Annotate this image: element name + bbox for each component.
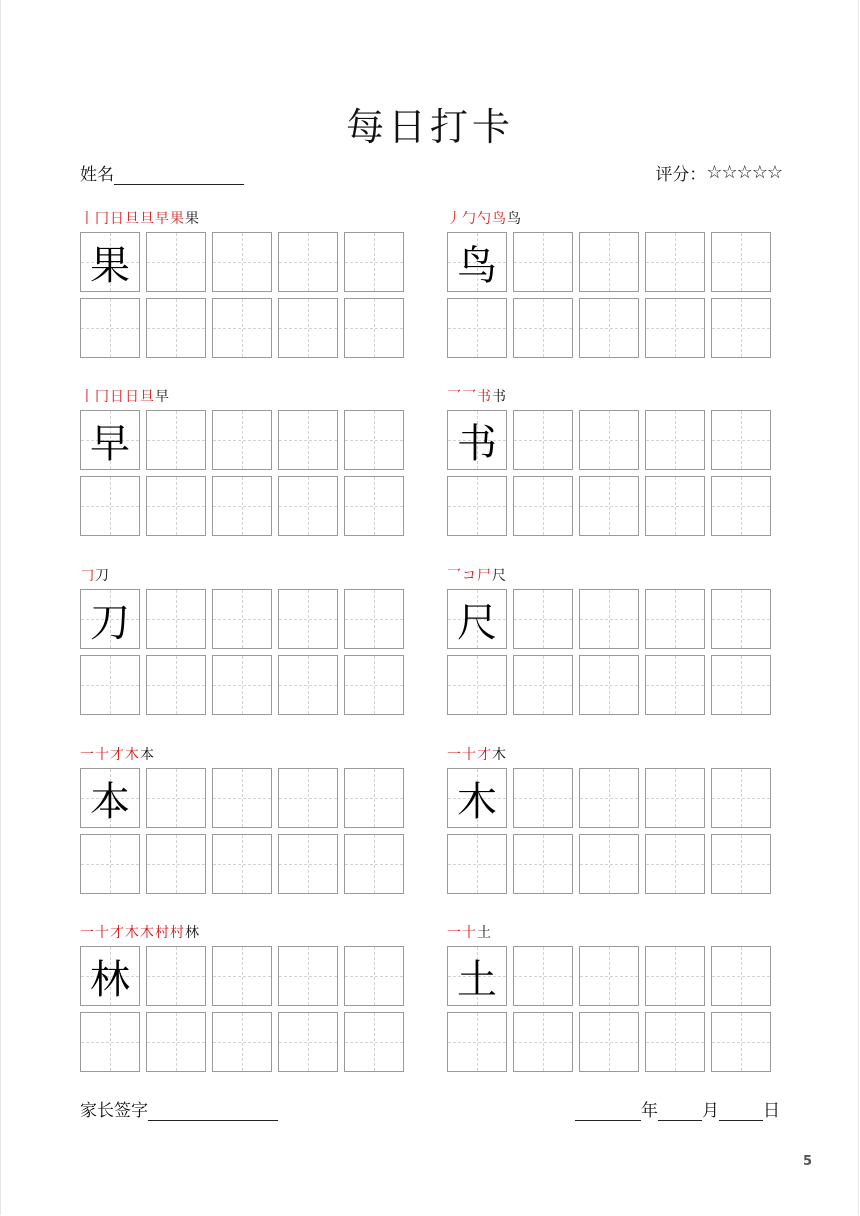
stroke-step: 村: [155, 925, 169, 941]
writing-cell[interactable]: [344, 232, 404, 292]
grid-row: [80, 589, 416, 649]
writing-cell[interactable]: [645, 1012, 705, 1072]
stroke-step: 旦: [140, 211, 154, 227]
writing-cell[interactable]: [513, 476, 573, 536]
writing-cell[interactable]: [579, 410, 639, 470]
writing-cell[interactable]: [447, 589, 507, 649]
stroke-step: 尺: [492, 568, 506, 584]
model-character: 早: [90, 420, 130, 467]
stroke-step: 一: [447, 925, 461, 941]
model-character: 果: [90, 242, 130, 289]
writing-cell[interactable]: [513, 589, 573, 649]
char-block: [80, 747, 416, 900]
writing-cell[interactable]: [80, 232, 140, 292]
writing-cell[interactable]: [278, 298, 338, 358]
writing-cell[interactable]: [645, 946, 705, 1006]
grid-row: [80, 1012, 416, 1072]
stroke-order: [80, 208, 200, 228]
model-character: 书: [457, 420, 497, 467]
writing-cell[interactable]: [80, 946, 140, 1006]
char-block: [80, 211, 416, 364]
char-block: [80, 925, 416, 1078]
stroke-step: 一: [80, 925, 94, 941]
stroke-step: 书: [477, 389, 491, 405]
stroke-step: 十: [95, 925, 109, 941]
writing-cell[interactable]: [513, 834, 573, 894]
writing-cell[interactable]: [80, 298, 140, 358]
writing-cell[interactable]: [645, 410, 705, 470]
writing-cell[interactable]: [212, 232, 272, 292]
writing-cell[interactable]: [212, 410, 272, 470]
writing-cell[interactable]: [645, 655, 705, 715]
grid-row: [80, 410, 416, 470]
writing-cell[interactable]: [146, 476, 206, 536]
writing-cell[interactable]: [344, 768, 404, 828]
char-block: [447, 389, 783, 542]
writing-cell[interactable]: [344, 476, 404, 536]
stroke-step: 十: [462, 747, 476, 763]
grid-row: [447, 476, 783, 536]
stroke-step: 果: [170, 211, 184, 227]
stroke-step: 一: [447, 747, 461, 763]
day-underline: [719, 1102, 763, 1121]
writing-cell[interactable]: [278, 232, 338, 292]
char-block: [447, 747, 783, 900]
stroke-step: 林: [185, 925, 199, 941]
writing-cell[interactable]: [212, 834, 272, 894]
writing-cell[interactable]: [344, 410, 404, 470]
writing-cell[interactable]: [579, 946, 639, 1006]
model-character: 刀: [90, 599, 130, 646]
parent-sign-label: 家长签字: [80, 1101, 148, 1121]
stroke-step: 乛: [462, 389, 476, 405]
writing-cell[interactable]: [278, 946, 338, 1006]
writing-cell[interactable]: [278, 1012, 338, 1072]
stroke-order: [80, 922, 200, 942]
writing-cell[interactable]: [513, 768, 573, 828]
writing-cell[interactable]: [146, 232, 206, 292]
stroke-step: 土: [477, 925, 491, 941]
writing-cell[interactable]: [212, 946, 272, 1006]
writing-cell[interactable]: [513, 655, 573, 715]
writing-cell[interactable]: [212, 768, 272, 828]
writing-cell[interactable]: [146, 655, 206, 715]
stroke-order: [447, 565, 507, 585]
char-block: [447, 925, 783, 1078]
stroke-step: 才: [110, 747, 124, 763]
writing-cell[interactable]: [645, 834, 705, 894]
stroke-step: 早: [155, 211, 169, 227]
grid-row: [447, 768, 783, 828]
score-field: [655, 160, 782, 185]
stroke-step: 十: [462, 925, 476, 941]
stroke-order: [447, 922, 492, 942]
writing-cell[interactable]: [146, 1012, 206, 1072]
grid-row: [447, 946, 783, 1006]
stroke-step: 丿: [447, 211, 461, 227]
writing-cell[interactable]: [645, 589, 705, 649]
stroke-step: 木: [140, 925, 154, 941]
writing-cell[interactable]: [212, 476, 272, 536]
writing-cell[interactable]: [447, 834, 507, 894]
writing-cell[interactable]: [146, 834, 206, 894]
writing-cell[interactable]: [80, 589, 140, 649]
writing-cell[interactable]: [80, 476, 140, 536]
stroke-step: 鸟: [492, 211, 506, 227]
writing-cell[interactable]: [278, 768, 338, 828]
writing-cell[interactable]: [80, 655, 140, 715]
writing-cell[interactable]: [278, 476, 338, 536]
writing-cell[interactable]: [344, 834, 404, 894]
stroke-step: 日: [110, 389, 124, 405]
grid-row: [447, 232, 783, 292]
page-title: 每日打卡: [345, 105, 514, 149]
writing-cell[interactable]: [344, 946, 404, 1006]
char-block: [80, 389, 416, 542]
writing-cell[interactable]: [711, 655, 771, 715]
writing-cell[interactable]: [711, 768, 771, 828]
model-character: 木: [457, 778, 497, 825]
writing-cell[interactable]: [447, 410, 507, 470]
parent-signature[interactable]: [80, 1096, 278, 1121]
grid-row: [447, 834, 783, 894]
model-character: 本: [90, 778, 130, 825]
writing-cell[interactable]: [146, 768, 206, 828]
writing-cell[interactable]: [80, 834, 140, 894]
stroke-step: 旦: [125, 211, 139, 227]
grid-row: [80, 946, 416, 1006]
writing-cell[interactable]: [513, 298, 573, 358]
char-block: [447, 568, 783, 721]
stroke-step: 日: [125, 389, 139, 405]
stroke-order: [447, 386, 507, 406]
stroke-step: 果: [185, 211, 199, 227]
stroke-step: 𠃌: [80, 568, 94, 584]
stroke-order: [80, 565, 110, 585]
month-label: 月: [702, 1101, 719, 1121]
stroke-step: 才: [110, 925, 124, 941]
stroke-step: 鸟: [507, 211, 521, 227]
stroke-step: 木: [125, 747, 139, 763]
writing-cell[interactable]: [447, 655, 507, 715]
model-character: 尺: [457, 599, 497, 646]
score-label: 评分：: [655, 165, 707, 185]
rating-stars-icon[interactable]: ☆☆☆☆☆: [706, 162, 782, 183]
writing-cell[interactable]: [579, 232, 639, 292]
stroke-order: [447, 208, 522, 228]
stroke-step: 勺: [477, 211, 491, 227]
stroke-order: [447, 744, 507, 764]
writing-cell[interactable]: [447, 232, 507, 292]
name-field[interactable]: [80, 160, 244, 185]
stroke-step: 才: [477, 747, 491, 763]
writing-cell[interactable]: [80, 768, 140, 828]
writing-cell[interactable]: [645, 298, 705, 358]
writing-cell[interactable]: [711, 834, 771, 894]
parent-sign-underline: [148, 1102, 278, 1121]
model-character: 鸟: [457, 242, 497, 289]
year-underline: [575, 1102, 641, 1121]
writing-cell[interactable]: [344, 298, 404, 358]
grid-row: [447, 655, 783, 715]
writing-cell[interactable]: [344, 655, 404, 715]
grid-row: [80, 768, 416, 828]
stroke-step: 一: [80, 747, 94, 763]
writing-cell[interactable]: [447, 298, 507, 358]
writing-cell[interactable]: [645, 768, 705, 828]
writing-cell[interactable]: [212, 589, 272, 649]
writing-cell[interactable]: [278, 589, 338, 649]
stroke-step: 冂: [95, 389, 109, 405]
stroke-step: コ: [462, 568, 476, 584]
model-character: 林: [90, 956, 130, 1003]
writing-cell[interactable]: [513, 232, 573, 292]
writing-cell[interactable]: [711, 1012, 771, 1072]
stroke-step: 乛: [447, 389, 461, 405]
writing-cell[interactable]: [146, 410, 206, 470]
writing-cell[interactable]: [146, 589, 206, 649]
writing-cell[interactable]: [212, 655, 272, 715]
stroke-step: 日: [110, 211, 124, 227]
writing-cell[interactable]: [278, 410, 338, 470]
stroke-step: 丨: [80, 389, 94, 405]
model-character: 土: [457, 956, 497, 1003]
writing-cell[interactable]: [344, 1012, 404, 1072]
writing-cell[interactable]: [278, 655, 338, 715]
writing-cell[interactable]: [711, 232, 771, 292]
writing-cell[interactable]: [579, 768, 639, 828]
writing-cell[interactable]: [711, 410, 771, 470]
writing-cell[interactable]: [344, 589, 404, 649]
writing-cell[interactable]: [447, 768, 507, 828]
stroke-step: 本: [140, 747, 154, 763]
stroke-step: 旦: [140, 389, 154, 405]
writing-cell[interactable]: [513, 410, 573, 470]
writing-cell[interactable]: [212, 298, 272, 358]
grid-row: [447, 1012, 783, 1072]
writing-cell[interactable]: [513, 946, 573, 1006]
grid-row: [80, 834, 416, 894]
writing-cell[interactable]: [579, 589, 639, 649]
writing-cell[interactable]: [146, 298, 206, 358]
stroke-step: 十: [95, 747, 109, 763]
stroke-step: 丨: [80, 211, 94, 227]
writing-cell[interactable]: [579, 1012, 639, 1072]
stroke-step: 尸: [477, 568, 491, 584]
name-underline: [114, 166, 244, 185]
writing-cell[interactable]: [80, 1012, 140, 1072]
char-block: [447, 211, 783, 364]
day-label: 日: [763, 1101, 780, 1121]
stroke-order: [80, 386, 170, 406]
writing-cell[interactable]: [645, 232, 705, 292]
writing-cell[interactable]: [711, 589, 771, 649]
stroke-order: [80, 744, 155, 764]
writing-cell[interactable]: [80, 410, 140, 470]
writing-cell[interactable]: [278, 834, 338, 894]
stroke-step: 刀: [95, 568, 109, 584]
writing-cell[interactable]: [579, 476, 639, 536]
writing-cell[interactable]: [513, 1012, 573, 1072]
page-number: 5: [802, 1154, 812, 1169]
grid-row: [447, 410, 783, 470]
grid-row: [80, 232, 416, 292]
grid-row: [80, 655, 416, 715]
grid-row: [447, 298, 783, 358]
name-label: 姓名: [80, 165, 114, 185]
stroke-step: 木: [125, 925, 139, 941]
writing-cell[interactable]: [447, 1012, 507, 1072]
stroke-step: 勹: [462, 211, 476, 227]
stroke-step: 书: [492, 389, 506, 405]
stroke-step: 村: [170, 925, 184, 941]
writing-cell[interactable]: [579, 298, 639, 358]
date-field[interactable]: [575, 1096, 780, 1121]
month-underline: [658, 1102, 702, 1121]
writing-cell[interactable]: [447, 476, 507, 536]
writing-cell[interactable]: [146, 946, 206, 1006]
writing-cell[interactable]: [447, 946, 507, 1006]
stroke-step: 乛: [447, 568, 461, 584]
grid-row: [80, 298, 416, 358]
writing-cell[interactable]: [579, 655, 639, 715]
writing-cell[interactable]: [645, 476, 705, 536]
stroke-step: 冂: [95, 211, 109, 227]
writing-cell[interactable]: [579, 834, 639, 894]
stroke-step: 早: [155, 389, 169, 405]
writing-cell[interactable]: [711, 946, 771, 1006]
grid-row: [80, 476, 416, 536]
year-label: 年: [641, 1101, 658, 1121]
char-block: [80, 568, 416, 721]
writing-cell[interactable]: [711, 298, 771, 358]
writing-cell[interactable]: [212, 1012, 272, 1072]
stroke-step: 木: [492, 747, 506, 763]
grid-row: [447, 589, 783, 649]
writing-cell[interactable]: [711, 476, 771, 536]
